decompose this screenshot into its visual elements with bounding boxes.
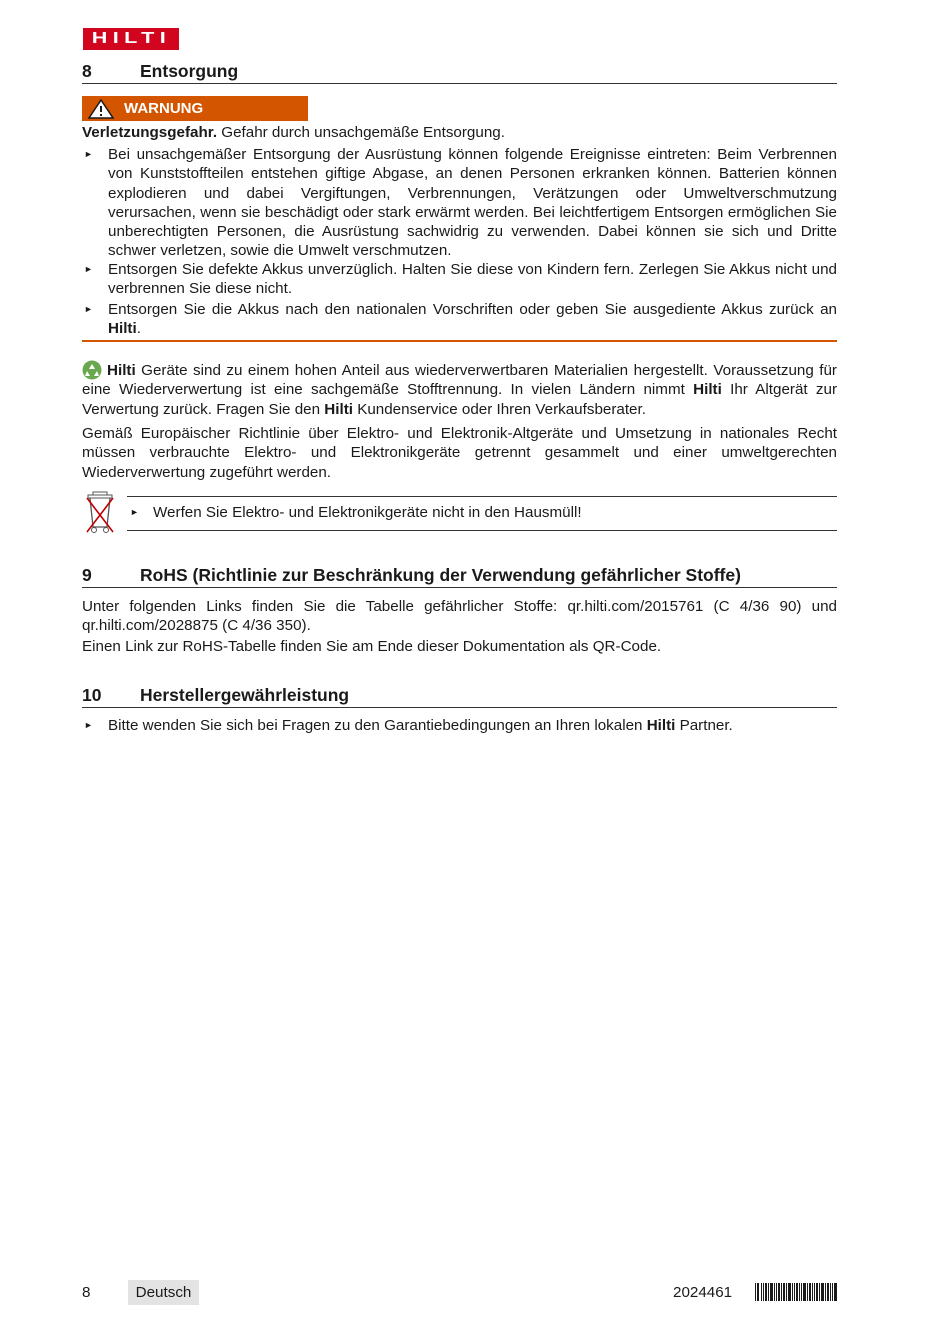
language-label: Deutsch	[135, 1283, 192, 1301]
warranty-text-2: Partner.	[675, 717, 733, 734]
recycling-text-3: Kundenservice oder Ihren Verkaufsberater.	[352, 400, 646, 418]
brand-hilti-2: Hilti	[693, 381, 722, 399]
barcode-icon	[755, 1283, 837, 1301]
section-10-title: Herstellergewährleistung	[140, 685, 350, 705]
section-10-rule	[82, 707, 837, 708]
section-9-rule	[82, 587, 837, 588]
warning-bullet-2: Entsorgen Sie defekte Akkus unverzüglich. Halten Sie diese von Kindern fern. Zerlegen Sie Akkus nicht und verbrennen Sie diese nicht.	[108, 261, 837, 298]
warning-lead-text: Gefahr durch unsachgemäße Entsorgung.	[217, 124, 505, 141]
rohs-paragraph-2: Einen Link zur RoHS-Tabelle finden Sie am Ende dieser Dokumentation als QR-Code.	[82, 638, 662, 655]
document-number: 2024461	[673, 1284, 733, 1301]
logo-text: HILTI	[91, 30, 171, 48]
recycling-text-1: Geräte sind zu einem hohen Anteil aus wiederverwertbaren Materialien hergestellt. Voraussetzung für eine Wiederverwertung ist eine sachgemäße Stofftrennung. In vielen Ländern nimmt	[82, 362, 837, 399]
bullet-arrow-icon: ►	[130, 507, 139, 517]
weee-top-rule	[127, 496, 837, 497]
crossed-bin-icon	[84, 490, 116, 534]
section-9-number: 9	[82, 565, 92, 585]
brand-hilti-1: Hilti	[107, 362, 136, 379]
warning-banner	[82, 96, 308, 121]
warning-bullet-3-brand: Hilti	[108, 320, 137, 338]
warning-bullet-3	[108, 300, 837, 339]
language-tag	[128, 1280, 199, 1305]
section-8-number: 8	[82, 61, 92, 81]
bullet-arrow-icon: ►	[84, 264, 93, 274]
section-8-rule	[82, 83, 837, 84]
rohs-paragraph-1: Unter folgenden Links finden Sie die Tabelle gefährlicher Stoffe: qr.hilti.com/2015761 (C 4/36 90) und qr.hilti.com/2028875 (C 4/36 350).	[82, 598, 837, 635]
section-9-title: RoHS (Richtlinie zur Beschränkung der Verwendung gefährlicher Stoffe)	[140, 565, 741, 585]
bullet-arrow-icon: ►	[84, 304, 93, 314]
page-number: 8	[82, 1284, 91, 1301]
brand-hilti-3: Hilti	[324, 400, 353, 418]
section-10-number: 10	[82, 685, 102, 705]
weee-note: Werfen Sie Elektro- und Elektronikgeräte nicht in den Hausmüll!	[153, 504, 582, 521]
section-8-title: Entsorgung	[140, 61, 239, 81]
brand-hilti-4: Hilti	[646, 717, 676, 734]
bullet-arrow-icon: ►	[84, 149, 93, 159]
warning-lead	[82, 123, 837, 142]
warning-bullet-1: Bei unsachgemäßer Entsorgung der Ausrüstung können folgende Ereignisse eintreten: Beim Verbrennen von Kunststoffteilen entstehen giftige Abgase, an denen Personen erkranken können. Batterien können explodieren und dabei Vergiftungen, Verbrennungen, Verätzungen oder Umweltverschmutzung verursachen, wenn sie beschädigt oder stark erwärmt werden. Bei leichtfertigem Entsorgen ermöglichen Sie unberechtigten Personen, die Ausrüstung sachwidrig zu verwenden. Dabei können sie sich und Dritte schwer verletzen, sowie die Umwelt verschmutzen.	[108, 146, 837, 260]
warning-bullet-3-text: Entsorgen Sie die Akkus nach den nationalen Vorschriften oder geben Sie ausgediente Akkus zurück an	[108, 301, 837, 318]
warranty-bullet	[108, 716, 837, 735]
recycling-paragraph	[82, 361, 837, 419]
bullet-arrow-icon: ►	[84, 720, 93, 730]
weee-directive-paragraph: Gemäß Europäischer Richtlinie über Elektro- und Elektronik-Altgeräte und Umsetzung in nationales Recht müssen verbrauchte Elektro- und Elektronikgeräte getrennt gesammelt und einer umweltgerechten Wiederverwertung zugeführt werden.	[82, 425, 837, 481]
warning-bullet-3-dot: .	[136, 320, 141, 338]
warning-label: WARNUNG	[124, 99, 204, 117]
warning-end-rule	[82, 340, 837, 342]
warning-lead-bold: Verletzungsgefahr.	[82, 124, 218, 141]
warranty-text-1: Bitte wenden Sie sich bei Fragen zu den Garantiebedingungen an Ihren lokalen	[108, 717, 647, 734]
warning-icon	[88, 99, 114, 119]
weee-bottom-rule	[127, 530, 837, 531]
hilti-logo	[83, 28, 179, 50]
recycling-text-2: Ihr Altgerät zur Verwertung zurück. Fragen Sie den	[82, 381, 838, 418]
